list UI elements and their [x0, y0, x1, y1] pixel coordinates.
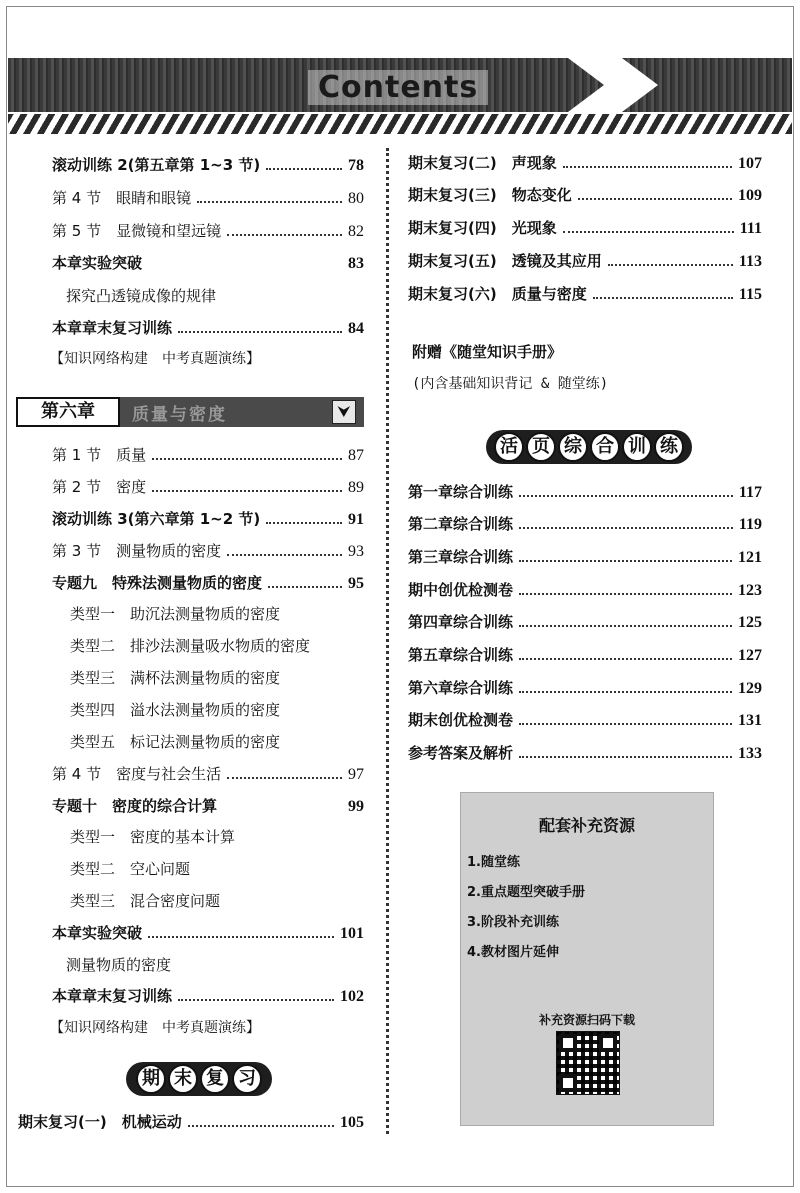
- chapter-number: 第六章: [16, 397, 120, 427]
- toc-entry[interactable]: 第五章综合训练 127: [408, 646, 762, 664]
- resource-item: 2.重点题型突破手册: [467, 885, 585, 900]
- leader-dots: [519, 615, 732, 627]
- supplementary-resources-panel: [460, 792, 714, 1126]
- page-number: 80: [348, 190, 364, 207]
- toc-entry[interactable]: 第 2 节 密度 89: [52, 478, 364, 496]
- toc-entry[interactable]: 期末复习(四) 光现象 111: [408, 219, 762, 237]
- chapter-title: 质量与密度: [132, 405, 227, 425]
- pill-char: 期: [136, 1064, 166, 1094]
- scan-instruction: 补充资源扫码下载: [538, 1013, 635, 1027]
- leader-dots: [268, 576, 342, 588]
- toc-subentry[interactable]: 类型一 密度的基本计算: [70, 828, 236, 846]
- leader-dots: [152, 480, 342, 492]
- toc-subentry[interactable]: 测量物质的密度: [66, 956, 172, 974]
- page-number: 121: [738, 549, 762, 566]
- page-number: 87: [348, 447, 364, 464]
- pill-char: 复: [200, 1064, 230, 1094]
- toc-entry[interactable]: 专题十 密度的综合计算 99: [52, 797, 364, 815]
- page-number: 89: [348, 479, 364, 496]
- toc-entry[interactable]: 期末复习(一) 机械运动 105: [18, 1113, 364, 1131]
- final-review-section-header: [126, 1062, 272, 1096]
- leader-dots: [519, 485, 733, 497]
- qr-finder-pattern: [599, 1034, 617, 1052]
- banner-stripes: [8, 114, 792, 134]
- page-number: 107: [738, 155, 762, 172]
- leader-dots: [266, 512, 342, 524]
- page-number: 113: [738, 253, 762, 270]
- chapter-header[interactable]: [16, 397, 364, 427]
- leader-dots: [563, 156, 732, 168]
- column-divider: [386, 148, 389, 1134]
- resource-item: 4.教材图片延伸: [467, 945, 559, 960]
- leader-dots: [608, 254, 733, 266]
- toc-entry[interactable]: 第一章综合训练 117: [408, 483, 762, 501]
- toc-subentry[interactable]: 探究凸透镜成像的规律: [66, 287, 217, 305]
- leader-dots: [519, 550, 732, 562]
- pill-char: 活: [494, 432, 524, 462]
- contents-title: Contents: [308, 70, 488, 105]
- page-number: 119: [738, 516, 762, 533]
- toc-entry[interactable]: 第六章综合训练 129: [408, 679, 762, 697]
- toc-entry[interactable]: 第 4 节 密度与社会生活 97: [52, 765, 364, 783]
- page-number: 105: [340, 1114, 364, 1131]
- pill-char: 合: [590, 432, 620, 462]
- toc-subentry[interactable]: 类型三 满杯法测量物质的密度: [70, 669, 281, 687]
- toc-note: 【知识网络构建 中考真题演练】: [50, 351, 260, 367]
- toc-entry[interactable]: 第 5 节 显微镜和望远镜 82: [52, 222, 364, 240]
- page-number: 123: [738, 582, 762, 599]
- page-number: 95: [348, 575, 364, 592]
- toc-subentry[interactable]: 类型一 助沉法测量物质的密度: [70, 605, 281, 623]
- page-number: 125: [738, 614, 762, 631]
- page-number: 82: [348, 223, 364, 240]
- page-number: 99: [348, 798, 364, 815]
- toc-subentry[interactable]: 类型二 排沙法测量吸水物质的密度: [70, 637, 311, 655]
- pill-char: 习: [232, 1064, 262, 1094]
- leader-dots: [519, 517, 733, 529]
- toc-entry[interactable]: 专题九 特殊法测量物质的密度 95: [52, 574, 364, 592]
- page-number: 129: [738, 680, 762, 697]
- pill-char: 页: [526, 432, 556, 462]
- page-number: 91: [348, 511, 364, 528]
- toc-subentry[interactable]: 类型四 溢水法测量物质的密度: [70, 701, 281, 719]
- page-number: 101: [340, 925, 364, 942]
- leader-dots: [227, 224, 342, 236]
- page-number: 93: [348, 543, 364, 560]
- leader-dots: [227, 544, 342, 556]
- leader-dots: [227, 767, 342, 779]
- pill-char: 训: [622, 432, 652, 462]
- leader-dots: [197, 191, 342, 203]
- resources-title: 配套补充资源: [538, 816, 635, 835]
- gift-note: (内含基础知识背记 & 随堂练): [412, 376, 609, 392]
- page-number: 133: [738, 745, 762, 762]
- page-number: 97: [348, 766, 364, 783]
- toc-entry[interactable]: 期末复习(五) 透镜及其应用 113: [408, 252, 762, 270]
- leader-dots: [519, 746, 732, 758]
- resource-item: 3.阶段补充训练: [467, 915, 559, 930]
- toc-entry[interactable]: 滚动训练 3(第六章第 1~2 节) 91: [52, 510, 364, 528]
- toc-entry[interactable]: 滚动训练 2(第五章第 1~3 节) 78: [52, 156, 364, 174]
- contents-banner: [8, 58, 792, 136]
- toc-entry[interactable]: 本章章末复习训练 84: [52, 319, 364, 337]
- toc-entry[interactable]: 期末创优检测卷 131: [408, 711, 762, 729]
- toc-entry[interactable]: 第二章综合训练 119: [408, 515, 762, 533]
- toc-note: 【知识网络构建 中考真题演练】: [50, 1020, 260, 1036]
- toc-subentry[interactable]: 类型二 空心问题: [70, 860, 191, 878]
- pill-char: 末: [168, 1064, 198, 1094]
- leader-dots: [519, 583, 732, 595]
- qr-finder-pattern: [559, 1034, 577, 1052]
- page-number: 127: [738, 647, 762, 664]
- toc-entry[interactable]: 第三章综合训练 121: [408, 548, 762, 566]
- toc-entry[interactable]: 期中创优检测卷 123: [408, 581, 762, 599]
- qr-code-icon[interactable]: [556, 1031, 620, 1095]
- leader-dots: [519, 681, 732, 693]
- loose-leaf-section-header: [486, 430, 692, 464]
- leader-dots: [148, 926, 334, 938]
- toc-entry[interactable]: 第 4 节 眼睛和眼镜 80: [52, 189, 364, 207]
- toc-entry[interactable]: 本章章末复习训练 102: [52, 987, 364, 1005]
- gift-title: 附赠《随堂知识手册》: [412, 343, 563, 361]
- pill-char: 练: [654, 432, 684, 462]
- toc-entry[interactable]: 参考答案及解析 133: [408, 744, 762, 762]
- page-number: 111: [739, 220, 762, 237]
- toc-subentry[interactable]: 类型三 混合密度问题: [70, 892, 221, 910]
- toc-entry[interactable]: 期末复习(二) 声现象 107: [408, 154, 762, 172]
- page-number: 83: [348, 255, 364, 272]
- leader-dots: [519, 648, 732, 660]
- page-number: 117: [738, 484, 762, 501]
- toc-entry[interactable]: 本章实验突破 101: [52, 924, 364, 942]
- leader-dots: [266, 158, 342, 170]
- resource-item: 1.随堂练: [467, 855, 520, 870]
- page-number: 102: [340, 988, 364, 1005]
- leader-dots: [578, 188, 732, 200]
- qr-finder-pattern: [559, 1074, 577, 1092]
- leader-dots: [593, 287, 733, 299]
- toc-subentry[interactable]: 类型五 标记法测量物质的密度: [70, 733, 281, 751]
- leader-dots: [519, 713, 732, 725]
- toc-entry[interactable]: 第四章综合训练 125: [408, 613, 762, 631]
- leader-dots: [178, 321, 342, 333]
- page-number: 109: [738, 187, 762, 204]
- leader-dots: [188, 1115, 334, 1127]
- toc-entry[interactable]: 本章实验突破 83: [52, 254, 364, 272]
- leader-dots: [152, 448, 342, 460]
- pill-char: 综: [558, 432, 588, 462]
- toc-entry[interactable]: 期末复习(三) 物态变化 109: [408, 186, 762, 204]
- page-number: 84: [348, 320, 364, 337]
- page-number: 115: [738, 286, 762, 303]
- leader-dots: [178, 989, 334, 1001]
- toc-entry[interactable]: 期末复习(六) 质量与密度 115: [408, 285, 762, 303]
- toc-entry[interactable]: 第 3 节 测量物质的密度 93: [52, 542, 364, 560]
- toc-entry[interactable]: 第 1 节 质量 87: [52, 446, 364, 464]
- chevron-down-icon[interactable]: ⮟: [332, 400, 356, 424]
- page-number: 131: [738, 712, 762, 729]
- leader-dots: [563, 221, 734, 233]
- page-number: 78: [348, 157, 364, 174]
